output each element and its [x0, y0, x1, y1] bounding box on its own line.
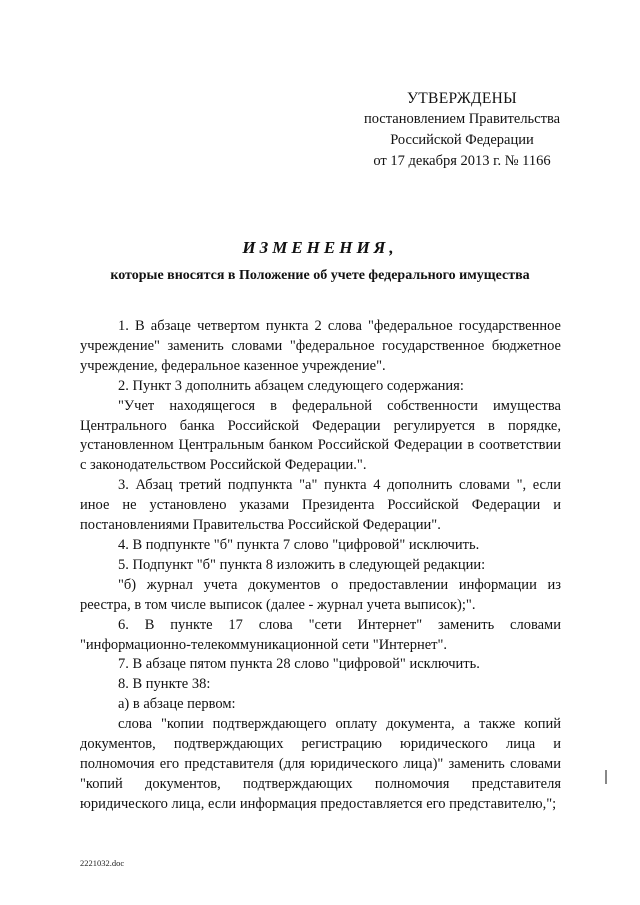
approval-line-2: Российской Федерации: [390, 132, 534, 148]
document-title: ИЗМЕНЕНИЯ,: [242, 238, 398, 257]
scan-mark: [605, 770, 607, 784]
paragraph-7: "б) журнал учета документов о предоставлении информации из реестра, в том числе выписок (далее - журнал учета выписок);".: [80, 576, 561, 613]
paragraph-4: 3. Абзац третий подпункта "а" пункта 4 дополнить словами ", если иное не установлено указами Президента Российской Федерации и постановлениями Правительства Российской Федерации".: [80, 477, 561, 534]
paragraph-3: "Учет находящегося в федеральной собственности имущества Центрального банка Российской Федерации регулируется в порядке, установленном Центральным банком Российской Федерации в соответствии с законодательством Российской Федерации.".: [80, 397, 561, 474]
paragraph-6: 5. Подпункт "б" пункта 8 изложить в следующей редакции:: [118, 556, 486, 573]
paragraph-9: 7. В абзаце пятом пункта 28 слово "цифровой" исключить.: [118, 656, 480, 673]
document-heading: [0, 236, 640, 286]
document-body: [80, 317, 561, 815]
approval-block: [352, 88, 572, 172]
paragraph-2: 2. Пункт 3 дополнить абзацем следующего содержания:: [118, 377, 464, 394]
paragraph-12: слова "копии подтверждающего оплату документа, а также копий документов, подтверждающих регистрацию юридического лица и полномочия его представителя (для юридического лица)" заменить словами "копий документов, подтверждающих полномочия представителя юридического лица, если информация предоставляется его представителю,";: [80, 716, 561, 812]
paragraph-8: 6. В пункте 17 слова "сети Интернет" заменить словами "информационно-телекоммуникационной сети "Интернет".: [80, 616, 561, 653]
paragraph-1: 1. В абзаце четвертом пункта 2 слова "федеральное государственное учреждение" заменить словами "федеральное государственное бюджетное учреждение, федеральное казенное учреждение".: [80, 318, 561, 374]
paragraph-10: 8. В пункте 38:: [118, 676, 211, 693]
approval-word: УТВЕРЖДЕНЫ: [407, 90, 517, 107]
document-subtitle: которые вносятся в Положение об учете федерального имущества: [110, 268, 530, 283]
paragraph-5: 4. В подпункте "б" пункта 7 слово "цифровой" исключить.: [118, 536, 480, 553]
paragraph-11: а) в абзаце первом:: [118, 696, 236, 713]
approval-line-1: постановлением Правительства: [363, 111, 561, 127]
approval-line-3: от 17 декабря 2013 г. № 1166: [373, 153, 551, 169]
footer-file-name: 2221032.doc: [80, 858, 125, 868]
